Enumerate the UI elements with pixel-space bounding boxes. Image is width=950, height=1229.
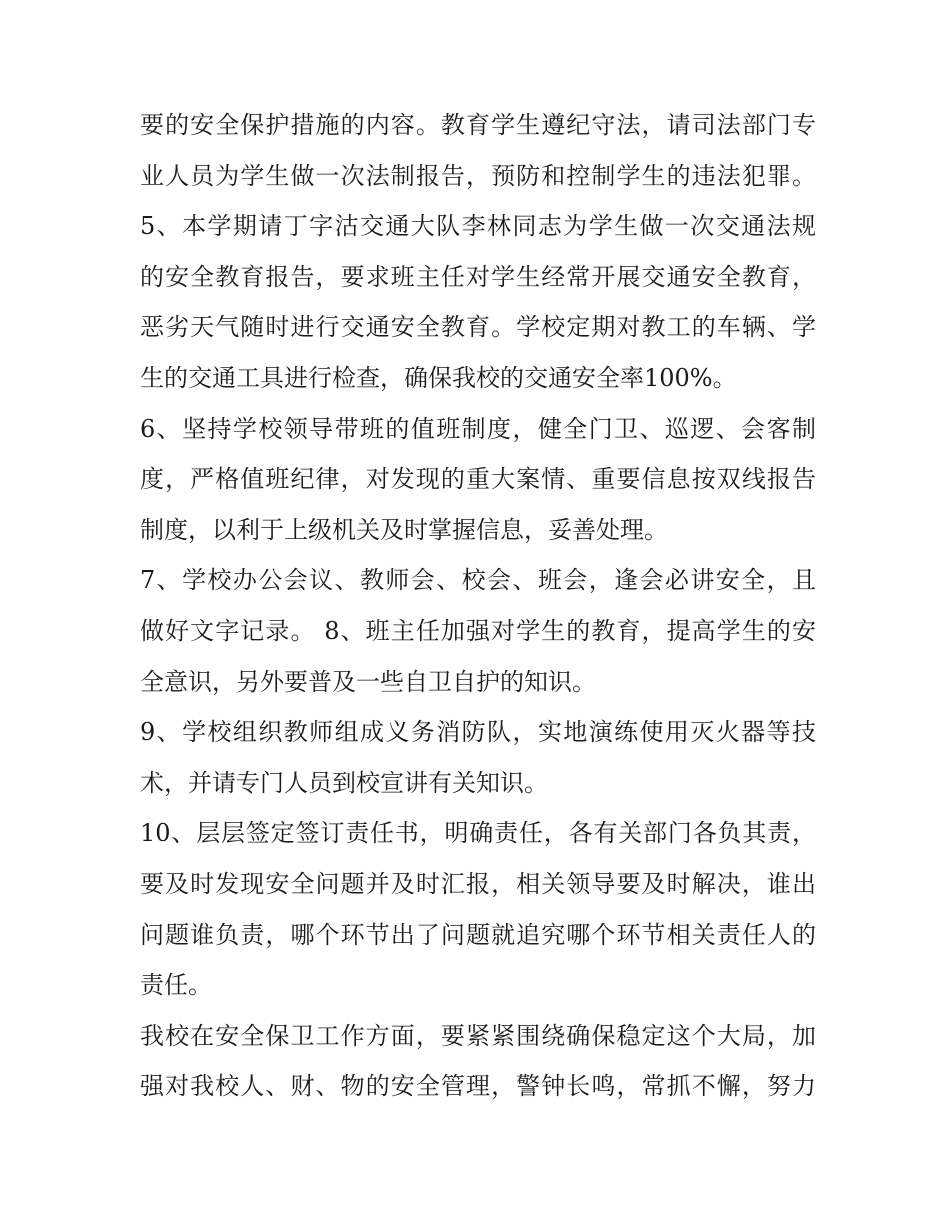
text-line: 做好文字记录。 8、班主任加强对学生的教育，提高学生的安 bbox=[140, 616, 816, 645]
text-line: 要的安全保护措施的内容。教育学生遵纪守法，请司法部门专 bbox=[140, 111, 816, 139]
text-line: 生的交通工具进行检查，确保我校的交通安全率100%。 bbox=[140, 363, 737, 392]
text-line: 制度，以利于上级机关及时掌握信息，妥善处理。 bbox=[140, 515, 668, 544]
text-line: 5、本学期请丁字沽交通大队李林同志为学生做一次交通法规 bbox=[140, 212, 816, 241]
text-line: 要及时发现安全问题并及时汇报，相关领导要及时解决，谁出 bbox=[140, 869, 816, 898]
text-line: 10、层层签定签订责任书，明确责任，各有关部门各负其责， bbox=[140, 819, 816, 848]
text-line: 我校在安全保卫工作方面，要紧紧围绕确保稳定这个大局，加 bbox=[140, 1021, 816, 1050]
text-line: 的安全教育报告，要求班主任对学生经常开展交通安全教育， bbox=[140, 262, 816, 291]
text-line: 全意识，另外要普及一些自卫自护的知识。 bbox=[140, 667, 596, 696]
text-line: 责任。 bbox=[140, 971, 212, 1000]
text-line: 强对我校人、财、物的安全管理，警钟长鸣，常抓不懈，努力 bbox=[140, 1072, 816, 1101]
text-line: 7、学校办公会议、教师会、校会、班会，逢会必讲安全，且 bbox=[140, 566, 816, 595]
text-line: 6、坚持学校领导带班的值班制度，健全门卫、巡逻、会客制 bbox=[140, 414, 816, 443]
text-line: 9、学校组织教师组成义务消防队，实地演练使用灭火器等技 bbox=[140, 718, 816, 747]
text-line: 术，并请专门人员到校宣讲有关知识。 bbox=[140, 768, 548, 797]
document-body bbox=[140, 100, 816, 1112]
text-line: 业人员为学生做一次法制报告，预防和控制学生的违法犯罪。 bbox=[140, 161, 816, 190]
text-line: 度，严格值班纪律，对发现的重大案情、重要信息按双线报告 bbox=[140, 465, 816, 494]
text-line: 恶劣天气随时进行交通安全教育。学校定期对教工的车辆、学 bbox=[140, 313, 816, 342]
text-line: 问题谁负责，哪个环节出了问题就追究哪个环节相关责任人的 bbox=[140, 920, 816, 949]
